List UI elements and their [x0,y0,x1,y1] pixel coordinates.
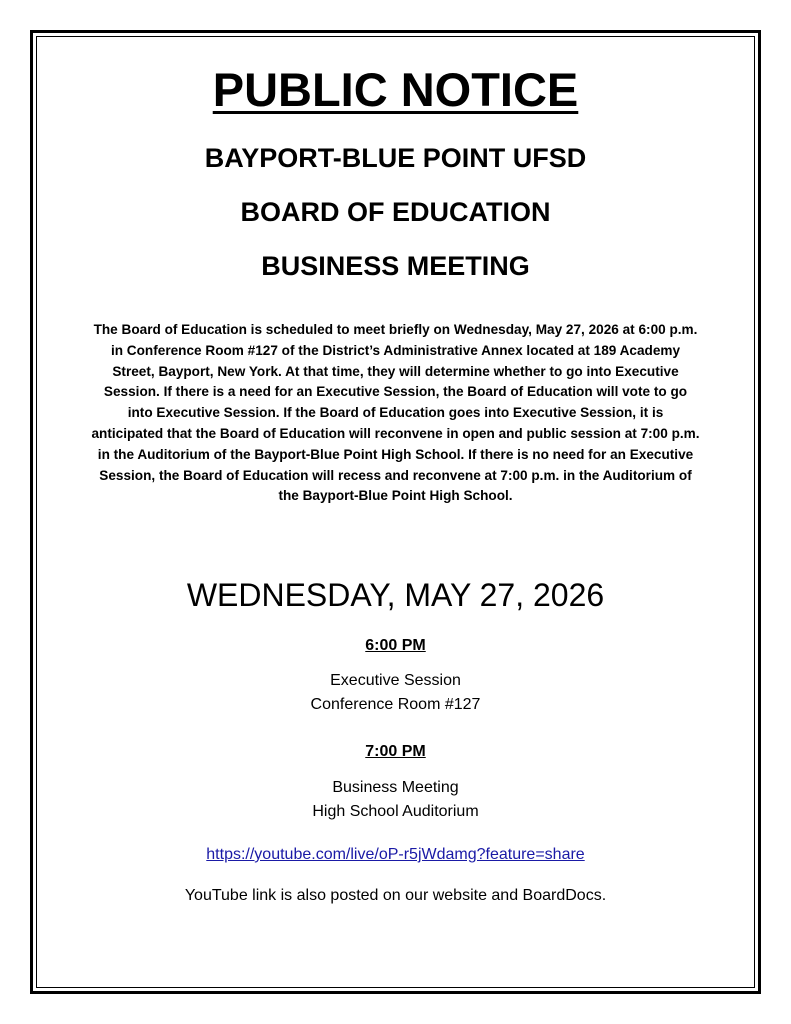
youtube-stream-link[interactable]: https://youtube.com/live/oP-r5jWdamg?feature=share [206,846,585,863]
schedule-location-2: High School Auditorium [312,803,479,820]
stream-note: YouTube link is also posted on our website and BoardDocs. [184,887,607,904]
meeting-type: BUSINESS MEETING [261,251,530,281]
district-name: BAYPORT-BLUE POINT UFSD [204,143,587,173]
board-name: BOARD OF EDUCATION [240,197,551,227]
schedule-time-2: 7:00 PM [365,743,426,760]
schedule-event-1: Executive Session [330,672,461,689]
meeting-date: WEDNESDAY, MAY 27, 2026 [186,577,605,613]
notice-title: PUBLIC NOTICE [212,63,579,116]
schedule-event-2: Business Meeting [332,779,459,796]
schedule-location-1: Conference Room #127 [310,696,481,713]
notice-body: The Board of Education is scheduled to meet briefly on Wednesday, May 27, 2026 at 6:00 p.m. in Conference Room #127 of the District’s Administrative Annex located at 189 Academy Street, Bayport, New York. At that time, they will determine whether to go into Executive Session. If there is a need for an Executive Session, the Board of Education will vote to go into Executive Session. If the Board of Education goes into Executive Session, it is anticipated that the Board of Education will reconvene in open and public session at 7:00 p.m. in the Auditorium of the Bayport-Blue Point High School. If there is no need for an Executive Session, the Board of Education will recess and reconvene at 7:00 p.m. in the Auditorium of the Bayport-Blue Point High School. [91,322,700,504]
schedule-time-1: 6:00 PM [365,637,426,654]
